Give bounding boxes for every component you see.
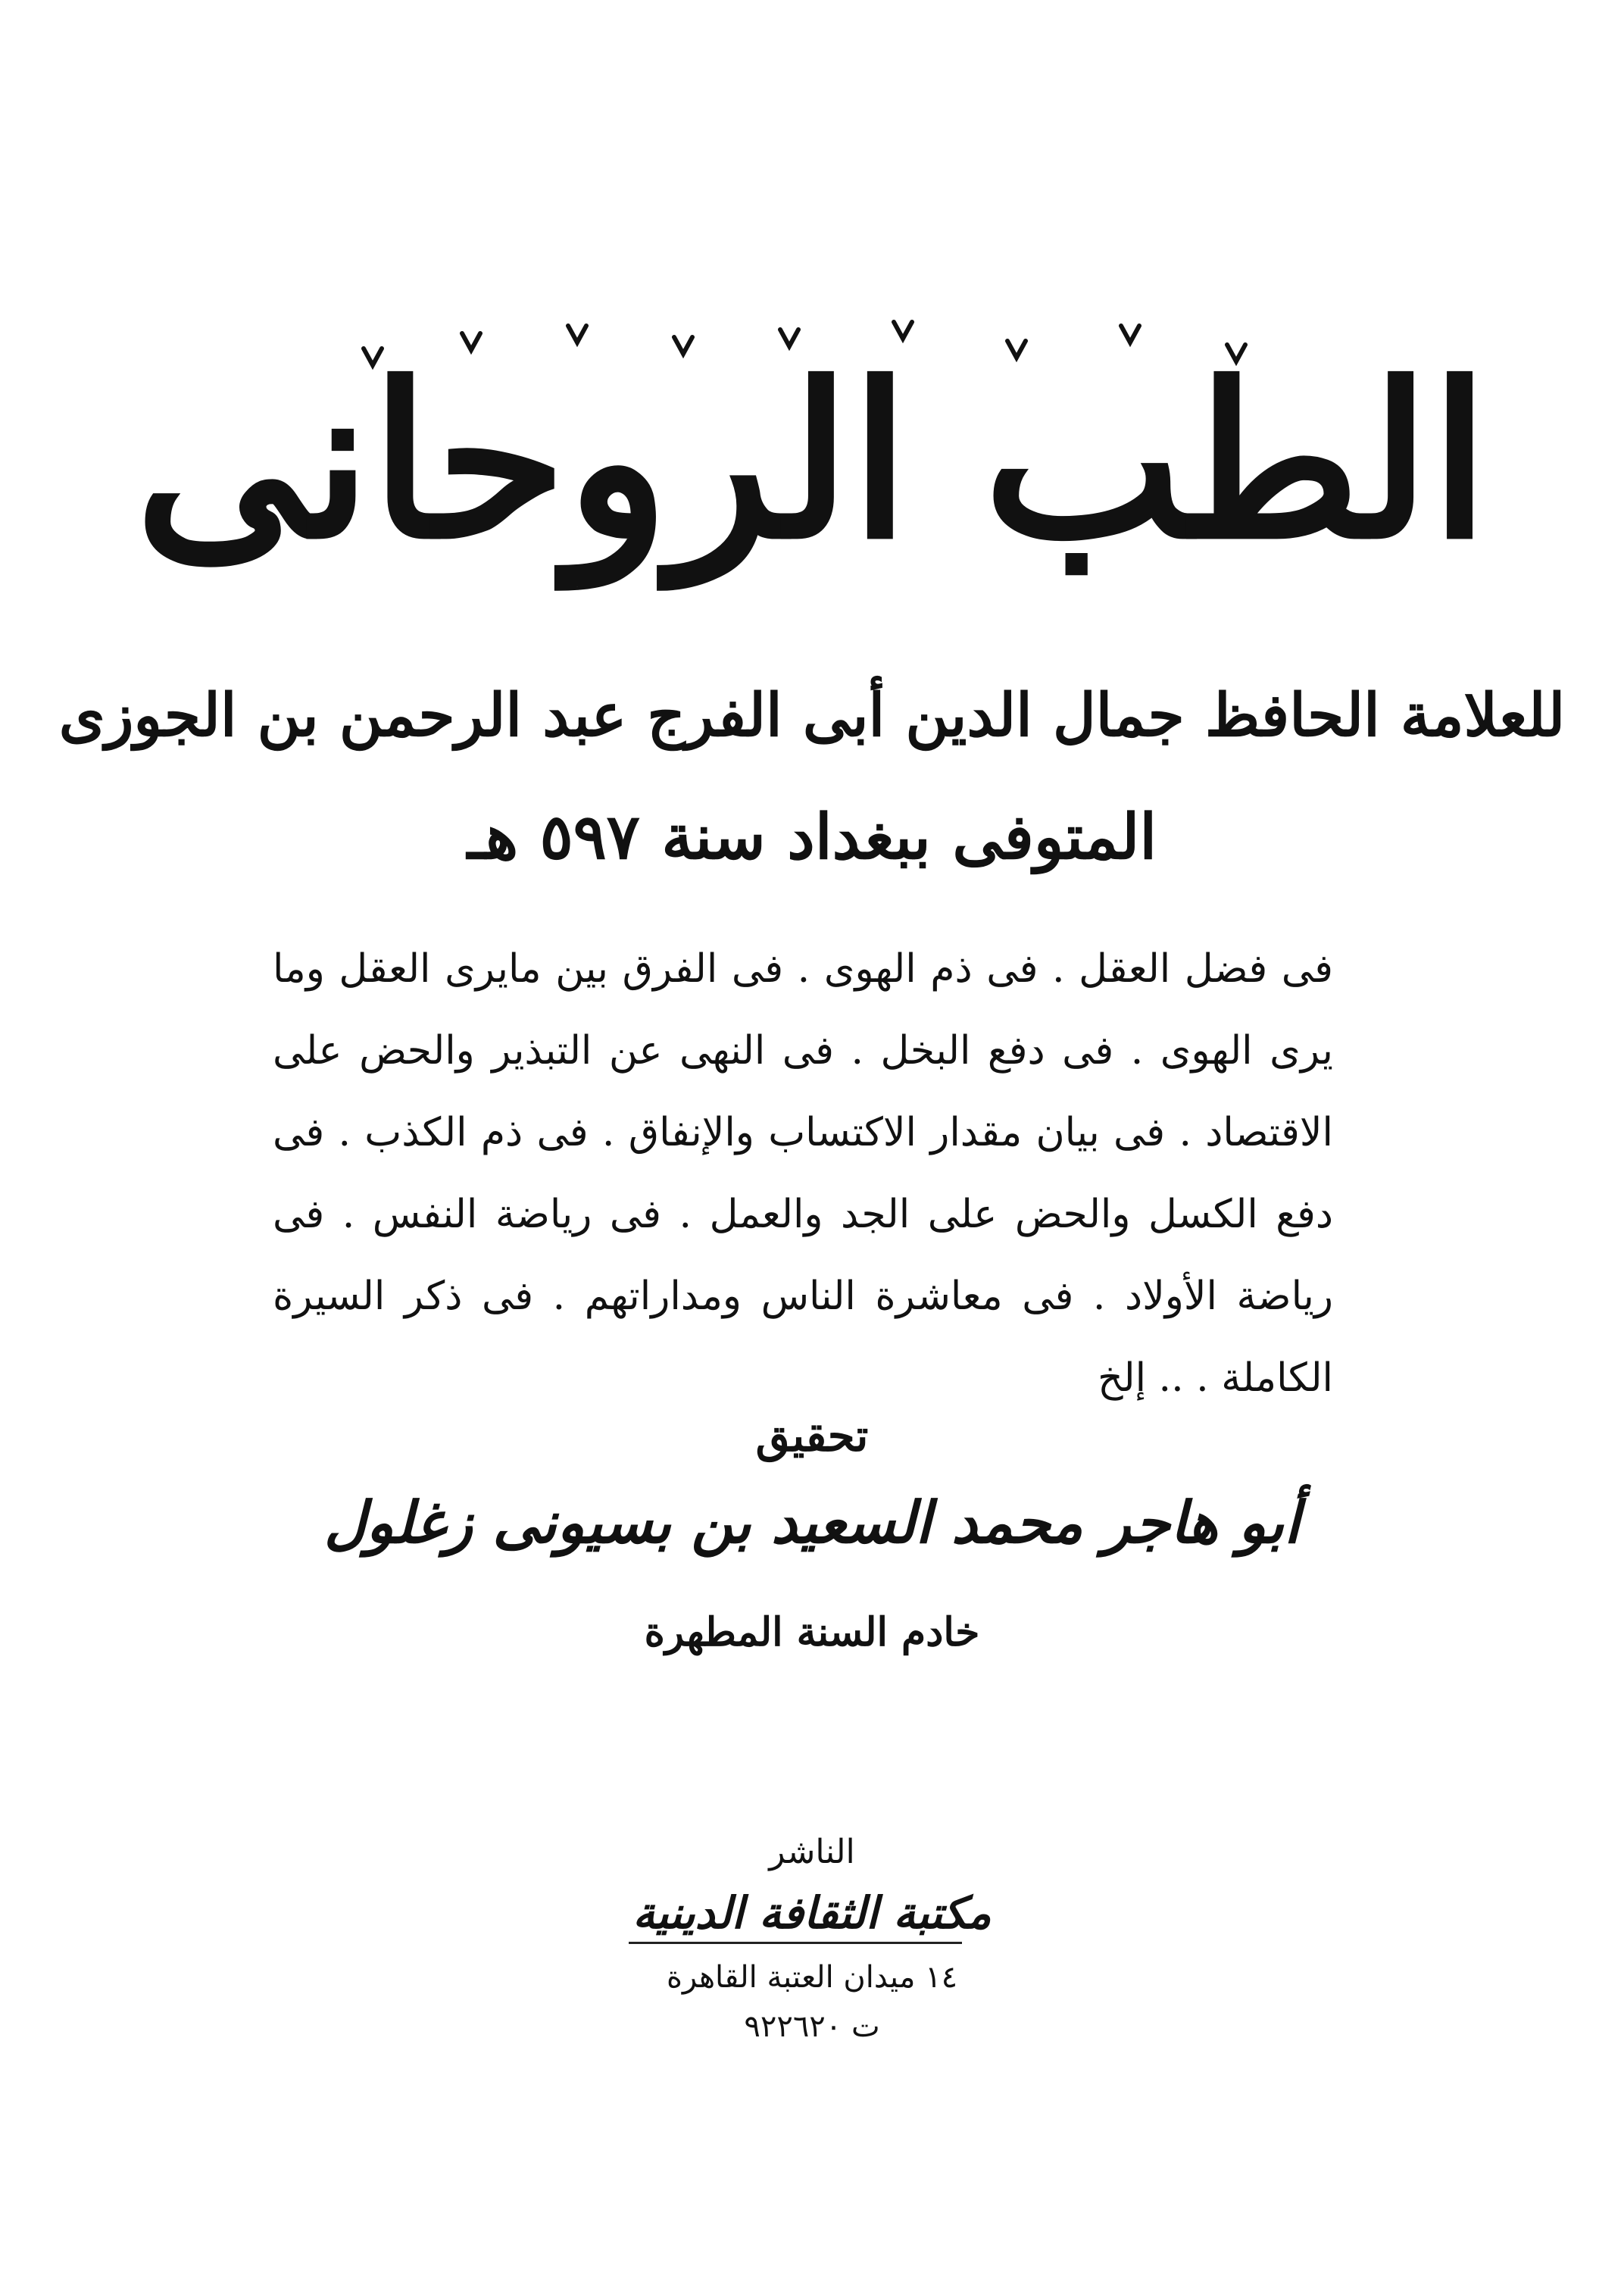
book-title: الطب الروحانى [135, 337, 1489, 586]
contents-description: فى فضل العقل . فى ذم الهوى . فى الفرق بين مايرى العقل وما يرى الهوى . فى دفع البخل . فى النهى عن التبذير والحض على الاقتصاد . فى بيان مقدار الاكتساب والإنفاق . فى ذم الكذب . فى دفع الكسل والحض على الجد والعمل . فى رياضة النفس . فى رياضة الأولاد . فى معاشرة الناس ومداراتهم . فى ذكر السيرة الكاملة . .. إلخ [273, 946, 1333, 1401]
publisher-name: مكتبة الثقافة الدينية [632, 1887, 992, 1939]
author-line: للعلامة الحافظ جمال الدين أبى الفرج عبد الرحمن بن الجوزى [58, 681, 1566, 750]
tahqiq-label: تحقيق [755, 1410, 869, 1461]
publisher-address: ١٤ ميدان العتبة القاهرة [666, 1960, 958, 1995]
editor-title: خادم السنة المطهرة [644, 1609, 980, 1655]
publisher-label: الناشر [769, 1833, 855, 1871]
publisher-underline [629, 1942, 962, 1944]
editor-name: أبو هاجر محمد السعيد بن بسيونى زغلول [323, 1489, 1301, 1556]
death-date-line: المتوفى ببغداد سنة ٥٩٧ هـ [467, 801, 1157, 874]
publisher-phone: ت ٩٢٢٦٢٠ [744, 2009, 880, 2044]
